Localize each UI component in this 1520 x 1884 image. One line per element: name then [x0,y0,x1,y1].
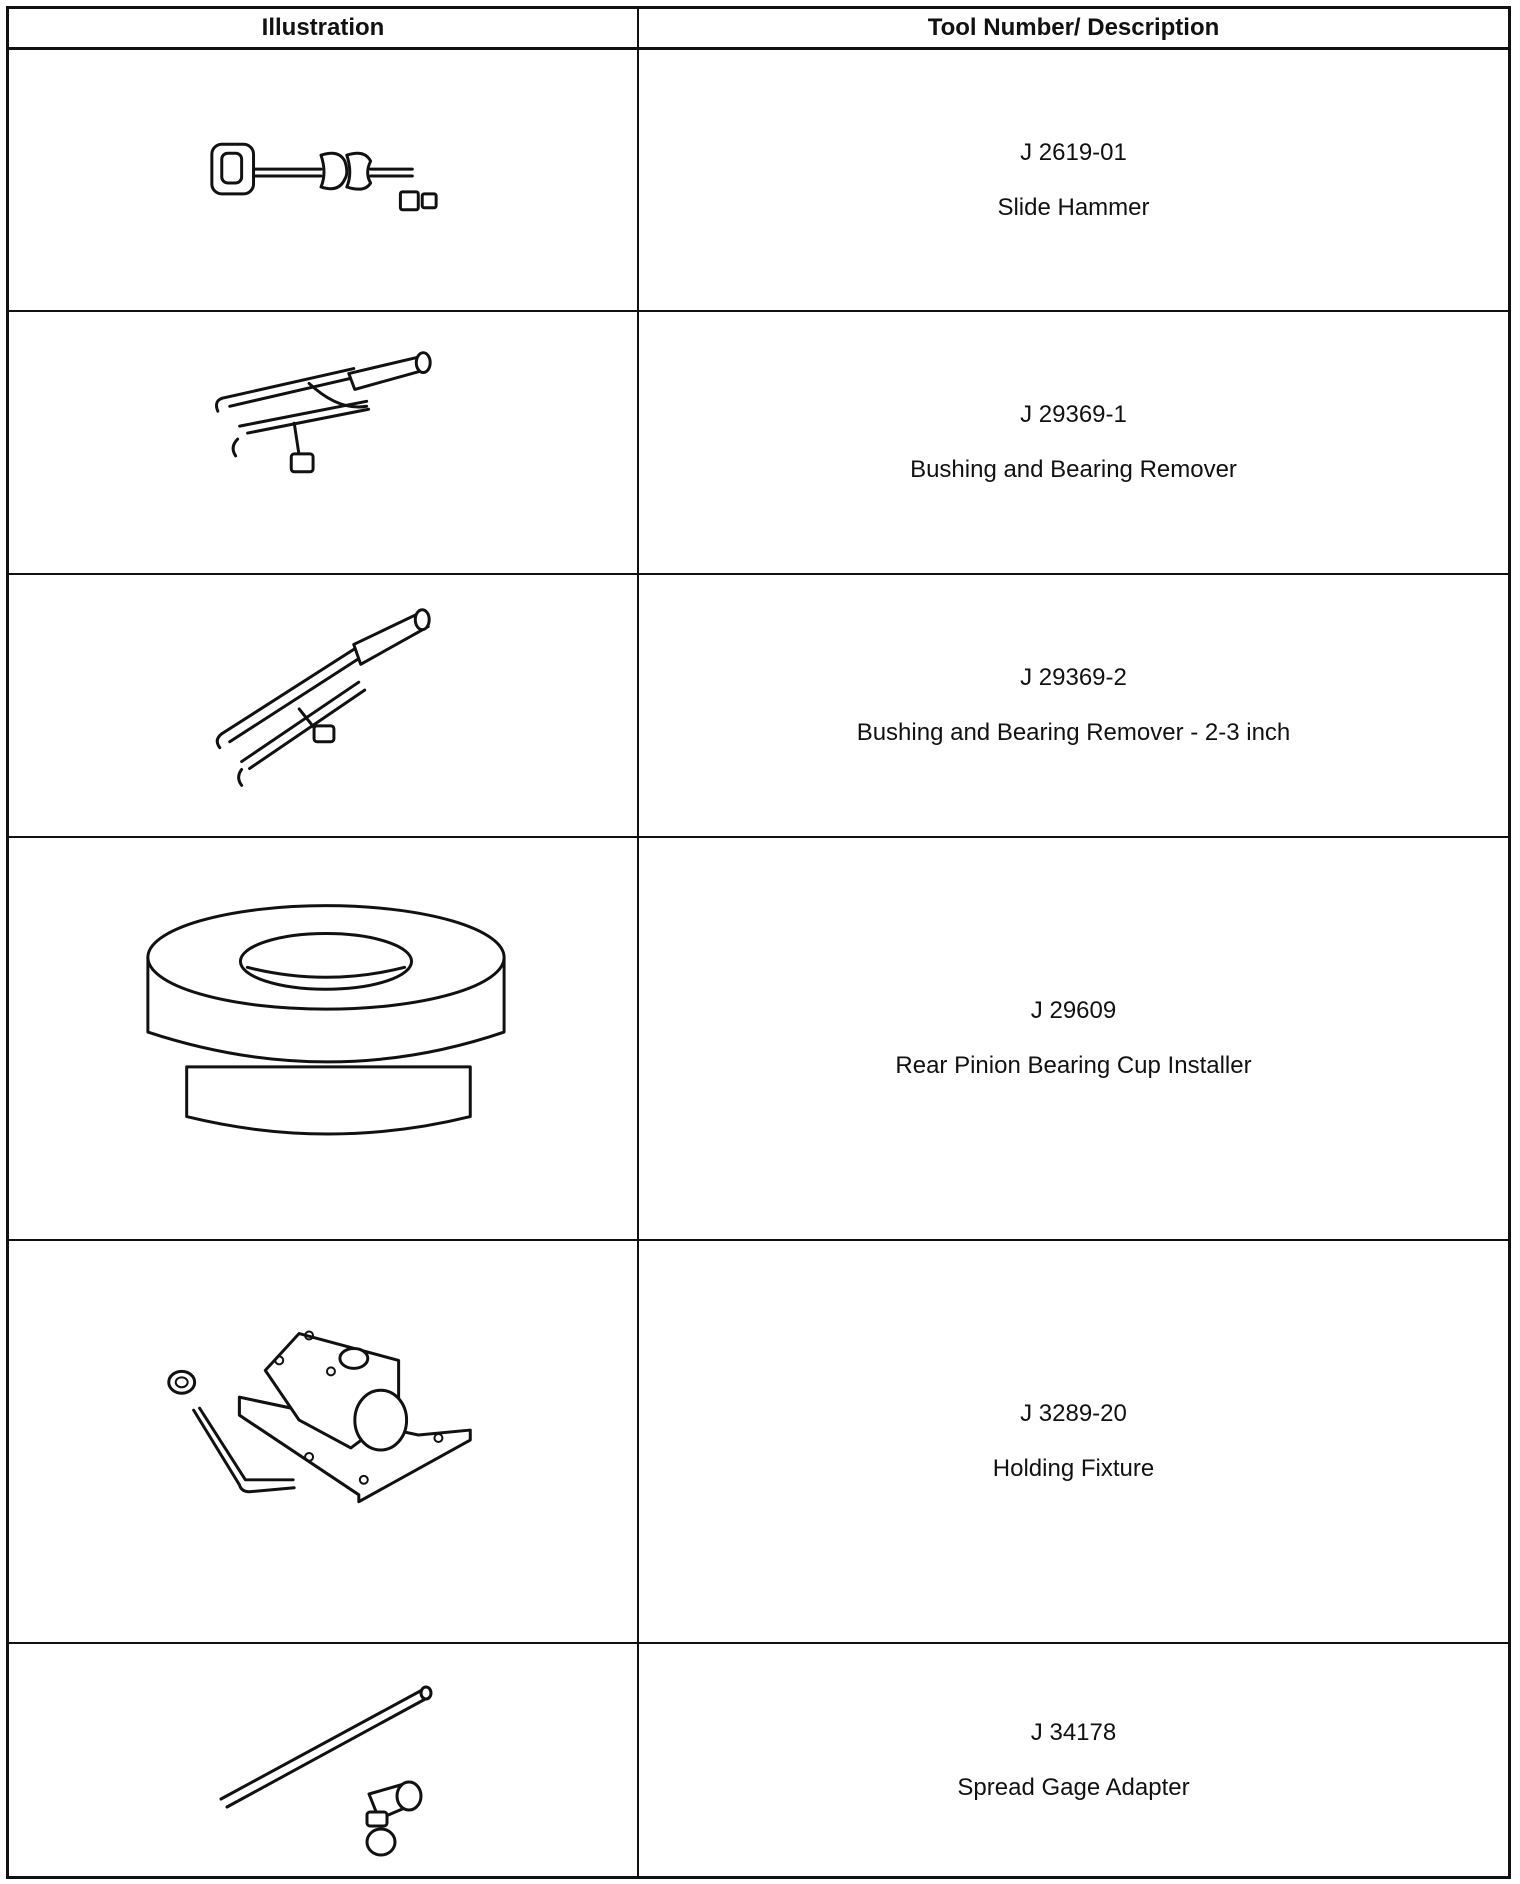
table-row [9,50,1508,312]
tool-description: Spread Gage Adapter [957,1773,1190,1801]
tool-table [6,6,1511,1879]
tool-number: J 3289-20 [1020,1400,1127,1427]
table-row [9,312,1508,575]
tool-description: Holding Fixture [992,1455,1155,1482]
tool-description: Bushing and Bearing Remover - 2-3 inch [856,719,1291,746]
tool-description-cell [639,50,1508,310]
table-row [9,1241,1508,1644]
tool-description-cell [639,1241,1508,1642]
table-header [9,9,1508,50]
table-row [9,838,1508,1241]
tool-number: J 29609 [1030,997,1117,1024]
tool-number: J 2619-01 [1020,138,1127,166]
tool-number: J 29369-1 [1020,401,1127,428]
tool-description: Slide Hammer [997,193,1150,221]
cup-installer-icon [9,838,637,1239]
bushing-remover-icon [9,312,637,573]
slide-hammer-icon [9,50,637,310]
tool-number: J 34178 [1030,1718,1117,1746]
bushing-remover-2-3-icon [9,575,637,836]
tool-column-header: Tool Number/ Description [927,14,1220,41]
table-row [9,575,1508,838]
tool-description-cell [639,312,1508,573]
tool-description-cell [639,1644,1508,1876]
spread-gage-adapter-icon [9,1644,637,1876]
holding-fixture-icon [9,1241,637,1642]
tool-description-cell [639,575,1508,836]
tool-description: Rear Pinion Bearing Cup Installer [895,1052,1252,1079]
tool-description-cell [639,838,1508,1239]
tool-description: Bushing and Bearing Remover [910,456,1237,483]
illustration-column-header: Illustration [261,14,385,41]
table-row [9,1644,1508,1876]
tool-number: J 29369-2 [1020,664,1127,691]
